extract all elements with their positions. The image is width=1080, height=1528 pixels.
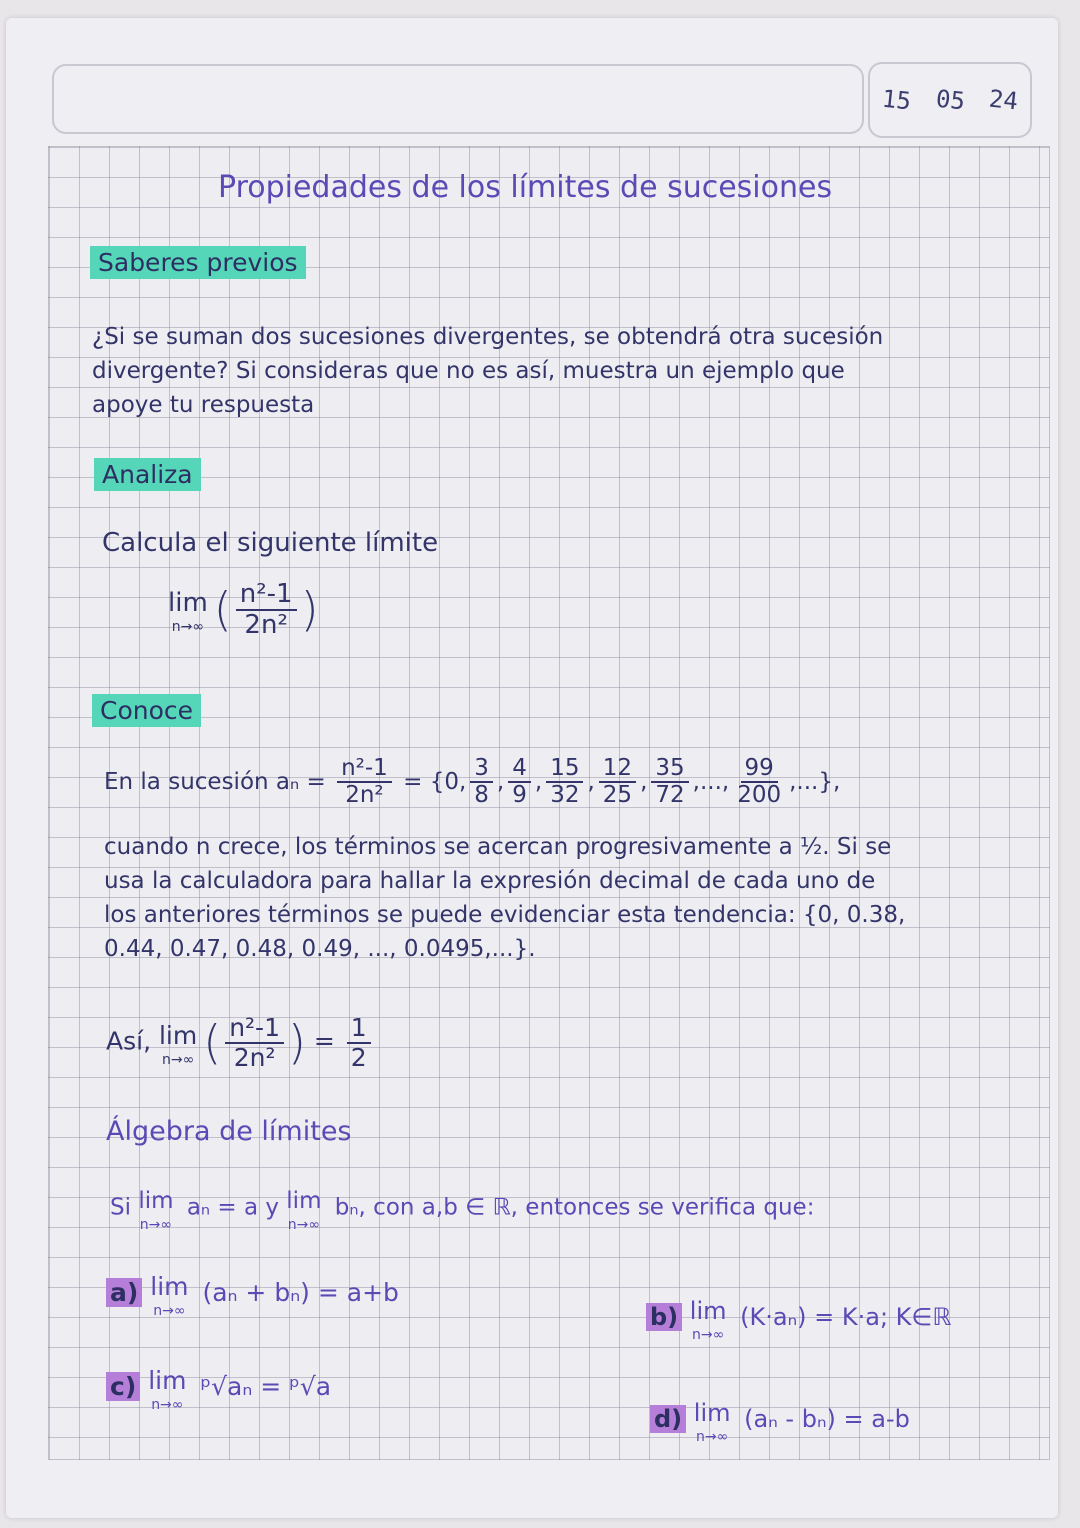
date-day: 15 — [880, 84, 913, 116]
sequence-term: $\frac{4}{9}$ — [508, 756, 531, 809]
property-c: c) lim n→∞ ᵖ√aₙ = ᵖ√a — [106, 1364, 331, 1412]
algebra-statement: Si lim n→∞ aₙ = a y lim n→∞ bₙ, con a,b ∈ ℝ, entonces se verifica que: — [110, 1188, 815, 1233]
date-year: 24 — [987, 84, 1020, 116]
page-title: Propiedades de los límites de sucesiones — [218, 170, 833, 205]
sequence-term: $\frac{12}{25}$ — [599, 756, 636, 809]
header-box — [52, 64, 864, 134]
property-a: a) lim n→∞ (aₙ + bₙ) = a+b — [106, 1270, 399, 1318]
sequence-term: $\frac{35}{72}$ — [651, 756, 688, 809]
conoce-line2: cuando n crece, los términos se acercan progresivamente a ½. Si se — [104, 834, 892, 860]
analiza-limit-expression: lim n→∞ ( $\frac{\text{n²-1}}{\text{2n²}}$ ) — [168, 579, 319, 640]
algebra-heading: Álgebra de límites — [106, 1116, 352, 1147]
asi-expression: Así, lim n→∞ ( $\frac{\text{n²-1}}{\text{2n²}}$ ) = $\frac{1}{2}$ — [106, 1014, 375, 1071]
limit-fraction: $\frac{\text{n²-1}}{\text{2n²}}$ — [236, 580, 297, 639]
property-d: d) lim n→∞ (aₙ - bₙ) = a-b — [650, 1396, 910, 1444]
saberes-line3: apoye tu respuesta — [92, 392, 315, 418]
conoce-sequence: En la sucesión aₙ = $\frac{\text{n²-1}}{\text{2n²}}$ = {0, $\frac{3}{8}$ , $\frac{4}{9}$ , $\frac{15}{32}$ , $\frac{12}{25}$ , $\frac{35}{72}$ ,..., $\frac{99}{200}$ ,...}, — [104, 755, 841, 809]
conoce-line3: usa la calculadora para hallar la expresión decimal de cada uno de — [104, 868, 876, 894]
saberes-line1: ¿Si se suman dos sucesiones divergentes, se obtendrá otra sucesión — [92, 324, 884, 350]
analiza-instruction: Calcula el siguiente límite — [102, 528, 439, 558]
saberes-line2: divergente? Si consideras que no es así, muestra un ejemplo que — [92, 358, 845, 384]
lim-operator: lim n→∞ — [168, 587, 208, 635]
conoce-line5: 0.44, 0.47, 0.48, 0.49, ..., 0.0495,...}. — [104, 936, 536, 962]
analiza-tag: Analiza — [94, 460, 201, 489]
sequence-term: $\frac{99}{200}$ — [737, 755, 782, 809]
sequence-term: $\frac{15}{32}$ — [546, 756, 583, 809]
date-month: 05 — [934, 84, 966, 116]
date-box — [868, 62, 1032, 138]
sequence-term: $\frac{3}{8}$ — [470, 756, 493, 809]
saberes-tag: Saberes previos — [90, 248, 306, 277]
sequence-fractions: $\frac{3}{8}$ , $\frac{4}{9}$ , $\frac{15}{32}$ , $\frac{12}{25}$ , $\frac{35}{72}$ ,..., $\frac{99}{200}$ — [466, 769, 789, 795]
conoce-tag: Conoce — [92, 696, 201, 725]
property-b: b) lim n→∞ (K·aₙ) = K·a; K∈ℝ — [646, 1294, 951, 1342]
conoce-line4: los anteriores términos se puede evidenciar esta tendencia: {0, 0.38, — [104, 902, 906, 928]
